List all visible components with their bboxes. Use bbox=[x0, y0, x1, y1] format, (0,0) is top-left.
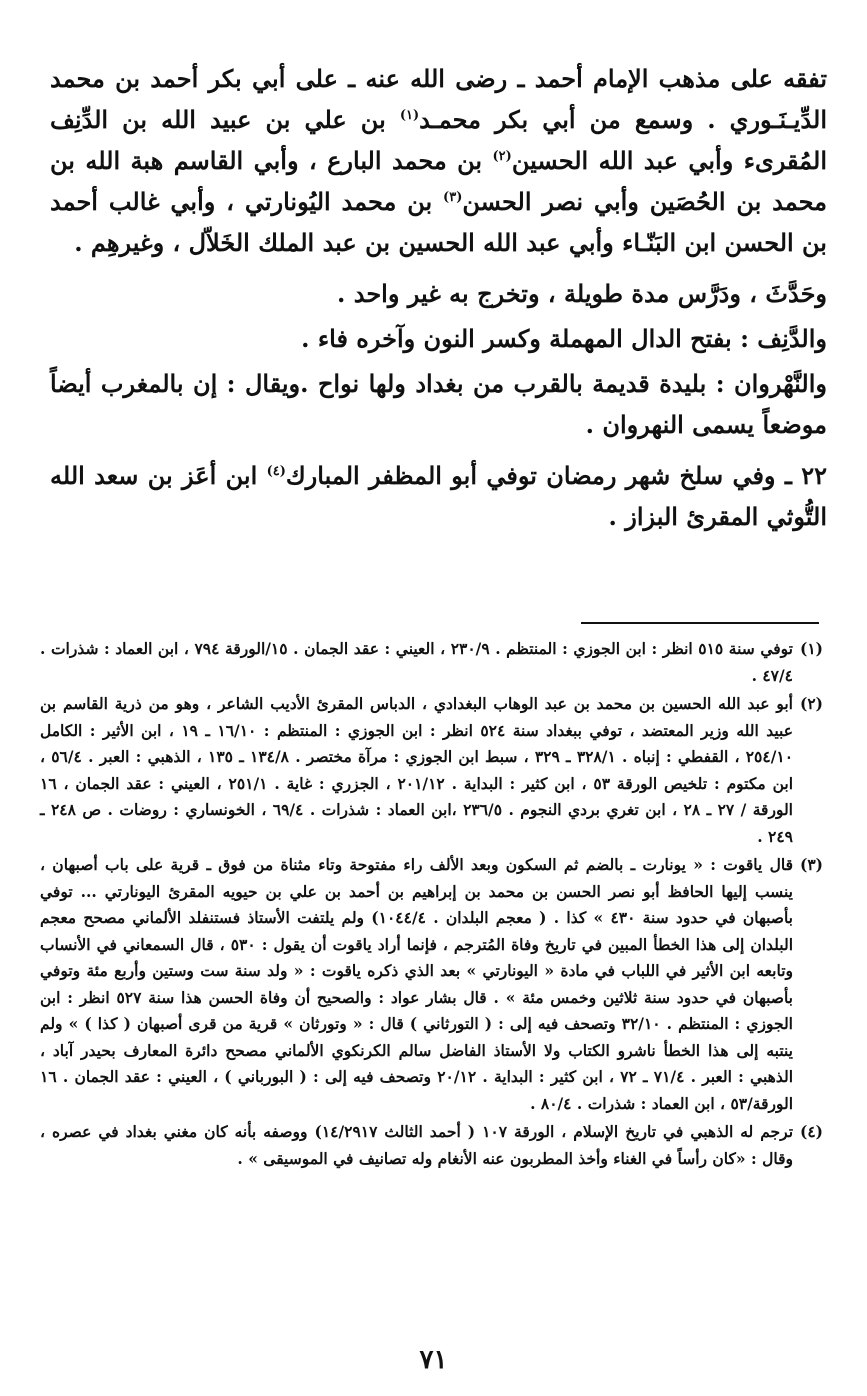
footnote-number: (٢) bbox=[799, 694, 823, 713]
page-number: ٧١ bbox=[419, 1345, 448, 1375]
footnote-number: (٣) bbox=[799, 855, 823, 874]
footnote-number: (١) bbox=[799, 639, 823, 658]
paragraph-taught: وحَدَّثَ ، ودَرَّس مدة طويلة ، وتخرج به غير واحد . bbox=[337, 279, 827, 308]
paragraph-text: بن علي بن عبيد الله بن الدِّنِف المُقرىء وأبي عبد الله الحسين bbox=[50, 105, 828, 175]
paragraph-nahrawan-note: والنَّهْروان : بليدة قديمة بالقرب من بغداد ولها نواح .ويقال : إن بالمغرب أيضاً موضعاً يسمى النهروان . bbox=[50, 369, 827, 439]
footnote-number: (٤) bbox=[799, 1122, 823, 1141]
paragraph-text: ٢٢ ـ وفي سلخ شهر رمضان توفي أبو المظفر المبارك bbox=[285, 461, 828, 490]
footnote-text: أبو عبد الله الحسين بن محمد بن عبد الوهاب البغدادي ، الدباس المقرئ الأديب الشاعر ، وهو من ذرية القاسم بن عبيد الله وزير المعتضد ، توفي ببغداد سنة ٥٢٤ انظر : ابن الجوزي : المنتظم : ١٦/١٠ ـ ١٩ ، ابن الأثير : الكامل ٢٥٤/١٠ ، القفطي : إنباه . ٣٢٨/١ ـ ٣٢٩ ، سبط ابن الجوزي : مرآة مختصر . ١٣٤/٨ ـ ١٣٥ ، الذهبي : العبر . ٥٦/٤ ، ابن مكتوم : تلخيص الورقة ٥٣ ، ابن كثير : البداية . ٢٠١/١٢ ، الجزري : غاية . ٢٥١/١ ، العيني : عقد الجمان ، ١٦ الورقة / ٢٧ ـ ٢٨ ، ابن تغري بردي النجوم . ٢٣٦/٥ ،ابن العماد : شذرات . ٦٩/٤ ، الخونساري : روضات . ص ٢٤٨ ـ ٢٤٩ . bbox=[40, 694, 794, 846]
footnote-3 bbox=[40, 852, 823, 1117]
paragraph-text: بن محمد البارع ، وأبي القاسم هبة الله بن محمد بن الحُصَين وأبي نصر الحسن bbox=[50, 146, 828, 216]
footnote-text: ترجم له الذهبي في تاريخ الإسلام ، الورقة ١٠٧ ( أحمد الثالث ١٤/٢٩١٧) ووصفه بأنه كان مغني بغداد في عصره ، وقال : «كان رأساً في الغناء وأخذ المطربون عنه الأنغام وله تصانيف في الموسيقى » . bbox=[40, 1122, 794, 1168]
paragraph-entry-22 bbox=[50, 455, 827, 537]
footnote-ref-3[interactable]: (٣) bbox=[443, 190, 463, 205]
paragraph-dinif-note: والدَّنِف : بفتح الدال المهملة وكسر النون وآخره فاء . bbox=[301, 324, 827, 353]
footnote-4 bbox=[40, 1119, 823, 1172]
footnote-ref-4[interactable]: (٤) bbox=[266, 464, 286, 479]
footnote-text: توفي سنة ٥١٥ انظر : ابن الجوزي : المنتظم . ٢٣٠/٩ ، العيني : عقد الجمان . ١٥/الورقة ٧٩٤ ، ابن العماد : شذرات . ٤٧/٤ . bbox=[40, 639, 793, 685]
paragraph-teachers bbox=[50, 58, 827, 263]
paragraph-text: ابن أعَز بن سعد الله التُّوثي المقرئ البزاز . bbox=[50, 461, 827, 531]
footnotes-section bbox=[40, 636, 823, 1174]
main-text bbox=[50, 58, 827, 547]
footnote-divider bbox=[581, 622, 819, 624]
footnote-ref-2[interactable]: (٢) bbox=[492, 149, 512, 164]
paragraph-text: بن محمد اليُونارتي ، وأبي غالب أحمد بن الحسن ابن البَنّـاء وأبي عبد الله الحسين بن عبد الملك الخَلاّل ، وغيرهِم . bbox=[50, 187, 827, 257]
footnote-1 bbox=[40, 636, 823, 689]
paragraph-text: تفقه على مذهب الإمام أحمد ـ رضى الله عنه ـ على أبي بكر أحمد بن محمد الدِّيـنَـوري . وسمع من أبي بكر محمـد bbox=[50, 64, 828, 134]
footnote-text: قال ياقوت : « يونارت ـ بالضم ثم السكون وبعد الألف راء مفتوحة وتاء مثناة من فوق ـ قرية على باب أصبهان ، ينسب إليها الحافظ أبو نصر الحسن بن محمد بن إبراهيم بن أحمد بن علي بن حيويه المقرئ اليونارتي ... توفي بأصبهان في حدود سنة ٤٣٠ » كذا . ( معجم البلدان . ١٠٤٤/٤) ولم يلتفت الأستاذ فستنفلد الألماني مصحح معجم البلدان إلى هذا الخطأ المبين في تاريخ وفاة المُترجم ، فإنما أراد ياقوت أن يقول : ٥٣٠ ، قال السمعاني في الأنساب وتابعه ابن الأثير في اللباب في مادة « اليونارتي » بعد الذي ذكره ياقوت : « ولد سنة ست وستين وأربع مئة وتوفي بأصبهان في حدود سنة ثلاثين وخمس مئة » . قال بشار عواد : والصحيح أن وفاة الحسن هذا سنة ٥٢٧ انظر : ابن الجوزي : المنتظم . ٣٢/١٠ وتصحف فيه إلى : ( التورثاني ) قال : « وتورثان » قرية من قرى أصبهان ( كذا ) » ولم ينتبه إلى هذا الخطأ ناشرو الكتاب ولا الأستاذ الفاضل سالم الكرنكوي الألماني مصحح دائرة المعارف بحيدر آباد ، الذهبي : العبر . ٧١/٤ ـ ٧٢ ، ابن كثير : البداية . ٢٠/١٢ وتصحف فيه إلى : ( البورباني ) ، العيني : عقد الجمان . ١٦ الورقة/٥٣ ، ابن العماد : شذرات . ٨٠/٤ . bbox=[40, 855, 793, 1113]
footnote-ref-1[interactable]: (١) bbox=[399, 108, 420, 123]
footnote-2 bbox=[40, 691, 823, 850]
